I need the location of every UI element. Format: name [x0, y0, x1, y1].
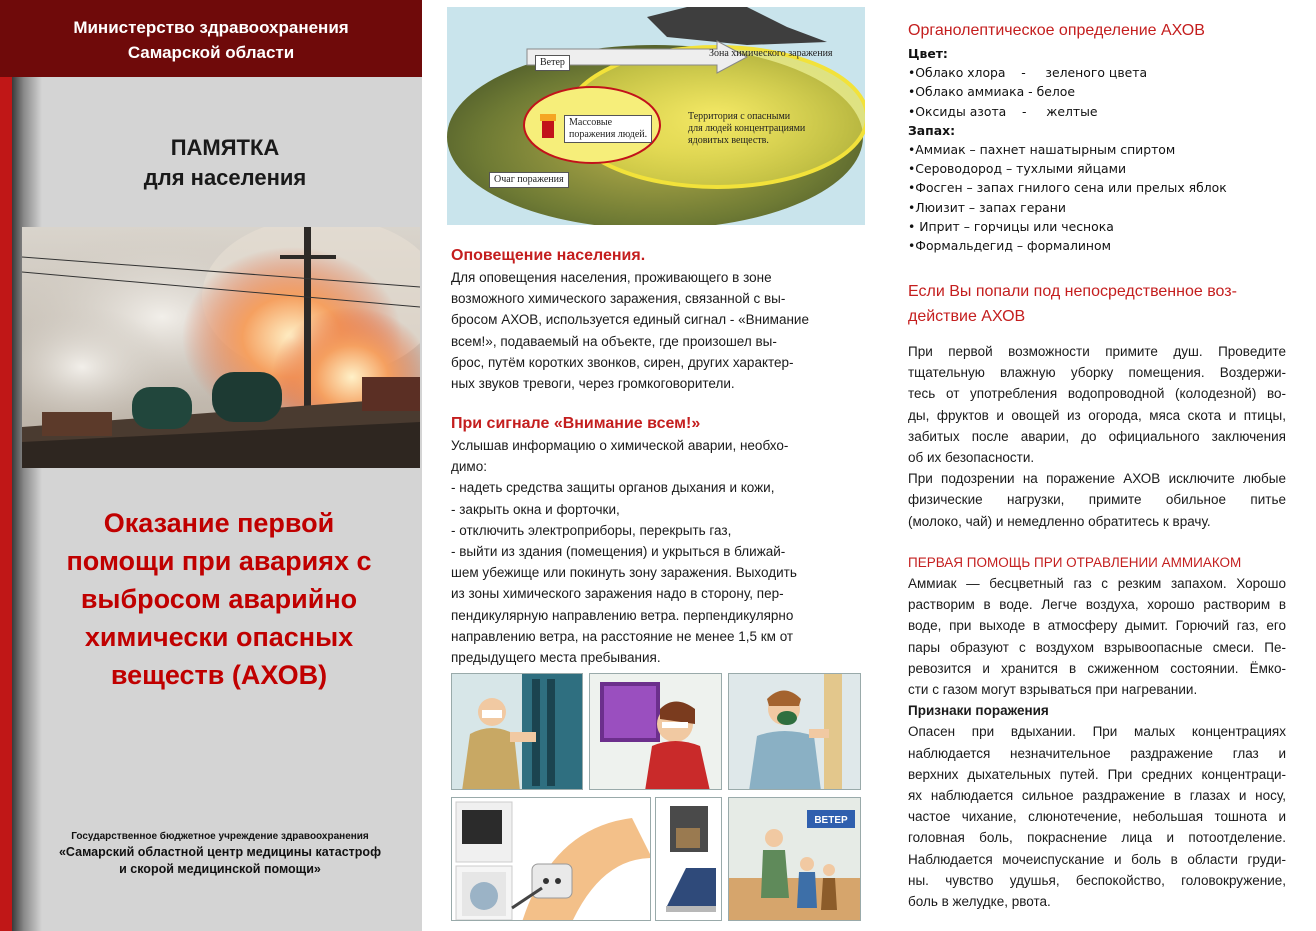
ammonia-line-6: сти с газом могут взрываться при нагревании.: [908, 682, 1198, 698]
map-label-territory-1: Территория с опасными: [688, 111, 791, 122]
picture-turn-off-appliances: [451, 797, 651, 921]
exposure-body: [908, 341, 1286, 532]
signal-line-9: пендикулярную направлению ветра. перпендикулярно: [451, 607, 794, 623]
picture-gas-mask: [451, 673, 583, 790]
smell-item-4: •Люизит – запах герани: [908, 199, 1066, 215]
color-item-3: •Оксиды азота - желтые: [908, 103, 1098, 119]
map-label-wind: Ветер: [535, 55, 570, 71]
title-line-1: Оказание первой: [103, 508, 335, 538]
picture-seal-door: [728, 673, 861, 790]
signs-line-3: верхних дыхательных путей. При средних концентраци-: [908, 766, 1286, 782]
map-label-mass-2: поражения людей.: [569, 129, 648, 140]
signal-line-6: - выйти из здания (помещения) и укрыться в ближай-: [451, 544, 786, 560]
ammonia-line-1: Аммиак — бесцветный газ с резким запахом. Хорошо: [908, 576, 1286, 591]
ammonia-section: [908, 552, 1286, 912]
ammonia-title: ПЕРВАЯ ПОМОЩЬ ПРИ ОТРАВЛЕНИИ АММИАКОМ: [908, 555, 1242, 570]
notification-section: [451, 245, 831, 394]
exposure-title-line-2: действие АХОВ: [908, 308, 1026, 325]
ministry-header: [0, 0, 422, 77]
notification-line-2: возможного химического заражения, связанной с вы-: [451, 291, 786, 307]
institution-line-2: «Самарский областной центр медицины катастроф: [58, 845, 382, 859]
ammonia-line-2: растворим в воде. Легче воздуха, хорошо растворим в: [908, 597, 1286, 613]
color-item-2: •Облако аммиака - белое: [908, 84, 1075, 100]
signs-line-5: частое чихание, слюнотечение, небольшая тошнота и: [908, 809, 1286, 825]
signs-line-4: ях наблюдается сильное раздражение в глазах и носу,: [908, 788, 1286, 804]
signal-line-7: шем убежище или покинуть зону заражения. Выходить: [451, 565, 797, 581]
exposure-title: [908, 279, 1288, 329]
map-label-mass-1: Массовые: [569, 117, 613, 128]
title-line-3: выбросом аварийно: [80, 584, 358, 614]
title-line-4: химически опасных: [84, 622, 354, 652]
signal-line-2: димо:: [451, 459, 487, 475]
smell-item-1: •Аммиак – пахнет нашатырным спиртом: [908, 142, 1176, 158]
signs-title: Признаки поражения: [908, 703, 1049, 719]
ammonia-line-4: пары образуют с воздухом взрывоопасные смеси. Пе-: [908, 639, 1286, 655]
cover-panel: [0, 0, 422, 931]
exposure-line-4: ды, фруктов и овощей из огорода, мяса скота и птицы,: [908, 407, 1286, 423]
exposure-line-9: (молоко, чай) и немедленно обратитесь к врачу.: [908, 513, 1211, 529]
map-label-mass: [564, 115, 652, 143]
ministry-line-1: Министерство здравоохранения: [73, 18, 349, 37]
map-label-territory: [684, 110, 809, 148]
signal-line-11: предыдущего места пребывания.: [451, 650, 661, 666]
red-side-strip: [0, 77, 12, 931]
memo-line-2: для населения: [143, 165, 307, 190]
notification-line-4: всем!», подаваемый на объекте, где произошел вы-: [451, 333, 777, 349]
memo-line-1: ПАМЯТКА: [170, 135, 280, 160]
signal-title: При сигнале «Внимание всем!»: [451, 415, 701, 432]
notification-title: Оповещение населения.: [451, 247, 646, 264]
organoleptic-list: [908, 44, 1286, 255]
exposure-line-8: физические нагрузки, примите обильное питье: [908, 492, 1286, 508]
wind-sign-text: ВЕТЕР: [814, 815, 848, 826]
exposure-line-1: При первой возможности примите душ. Проведите: [908, 344, 1286, 359]
ammonia-line-5: ревозится и хранится в сжиженном состоянии. Ёмко-: [908, 660, 1286, 676]
smell-item-2: •Сероводород – тухлыми яйцами: [908, 161, 1127, 177]
organoleptic-title: Органолептическое определение АХОВ: [908, 22, 1205, 39]
signs-line-2: наблюдается незначительное раздражение глаз и: [908, 745, 1286, 761]
smell-item-6: •Формальдегид – формалином: [908, 238, 1111, 254]
signs-line-6: головная боль, покраснение лица и потоотделение.: [908, 830, 1286, 846]
smell-item-5: • Иприт – горчицы или чеснока: [908, 218, 1114, 234]
notification-line-3: бросом АХОВ, используется единый сигнал - «Внимание: [451, 312, 809, 328]
signal-section: [451, 413, 831, 668]
map-label-focus: Очаг поражения: [489, 172, 569, 188]
color-item-1: •Облако хлора - зеленого цвета: [908, 65, 1148, 81]
signal-line-1: Услышав информацию о химической аварии, необхо-: [451, 438, 789, 453]
institution-line-3: и скорой медицинской помощи»: [119, 862, 321, 876]
title-line-5: веществ (АХОВ): [110, 660, 328, 690]
memo-heading: [60, 133, 390, 193]
notification-line-1: Для оповещения населения, проживающего в зоне: [451, 270, 772, 285]
ministry-line-2: Самарской области: [127, 43, 295, 62]
signs-line-7: Наблюдается мочеиспускание и боль в области груди-: [908, 851, 1286, 867]
signs-line-1: Опасен при вдыхании. При малых концентрациях: [908, 724, 1286, 740]
chemical-zone-map: [447, 7, 865, 225]
exposure-line-7: При подозрении на поражение АХОВ исключите любые: [908, 471, 1286, 487]
signs-line-9: боль в желудке, рвота.: [908, 894, 1051, 910]
train-accident-photo: [22, 227, 420, 468]
notification-line-5: брос, путём коротких звонков, сирен, других характер-: [451, 354, 794, 370]
exposure-line-3: тесь от употребления водопроводной (колодезной) во-: [908, 386, 1286, 402]
smell-item-3: •Фосген – запах гнилого сена или прелых яблок: [908, 180, 1227, 196]
signal-line-4: - закрыть окна и форточки,: [451, 501, 620, 517]
signal-line-8: из зоны химического заражения надо в сторону, пер-: [451, 586, 784, 602]
signal-line-10: направлению ветра, на расстояние не менее 1,5 км от: [451, 628, 794, 644]
institution-line-1: Государственное бюджетное учреждение здравоохранения: [71, 831, 369, 842]
brochure-title: [32, 504, 406, 694]
institution-block: [30, 830, 410, 878]
smell-label: Запах:: [908, 122, 956, 138]
exposure-line-2: тщательную влажную уборку помещения. Воздержи-: [908, 365, 1286, 381]
signal-line-3: - надеть средства защиты органов дыхания и кожи,: [451, 480, 775, 496]
exposure-title-line-1: Если Вы попали под непосредственное воз-: [908, 283, 1237, 300]
map-label-territory-2: для людей концентрациями: [688, 123, 806, 134]
map-label-zone: Зона химического заражения: [709, 48, 833, 59]
title-line-2: помощи при авариях с: [66, 546, 372, 576]
exposure-line-5: забитых после аварии, до официального заключения: [908, 428, 1286, 444]
exposure-line-6: об их безопасности.: [908, 450, 1035, 466]
color-label: Цвет:: [908, 46, 948, 61]
instruction-pictures: [451, 673, 863, 921]
ammonia-line-3: воде, при выходе в атмосферу дымит. Горючий газ, его: [908, 618, 1286, 634]
organoleptic-section: [908, 18, 1286, 255]
notification-line-6: ных звуков тревоги, через громкоговорители.: [451, 376, 735, 392]
picture-close-window: [589, 673, 722, 790]
signs-line-8: ны. чувство удушья, беспокойство, головокружение,: [908, 872, 1286, 888]
map-label-territory-3: ядовитых веществ.: [688, 135, 769, 146]
signal-line-5: - отключить электроприборы, перекрыть газ,: [451, 522, 732, 538]
picture-coffee-iron: [655, 797, 722, 921]
picture-leave-zone: [728, 797, 861, 921]
